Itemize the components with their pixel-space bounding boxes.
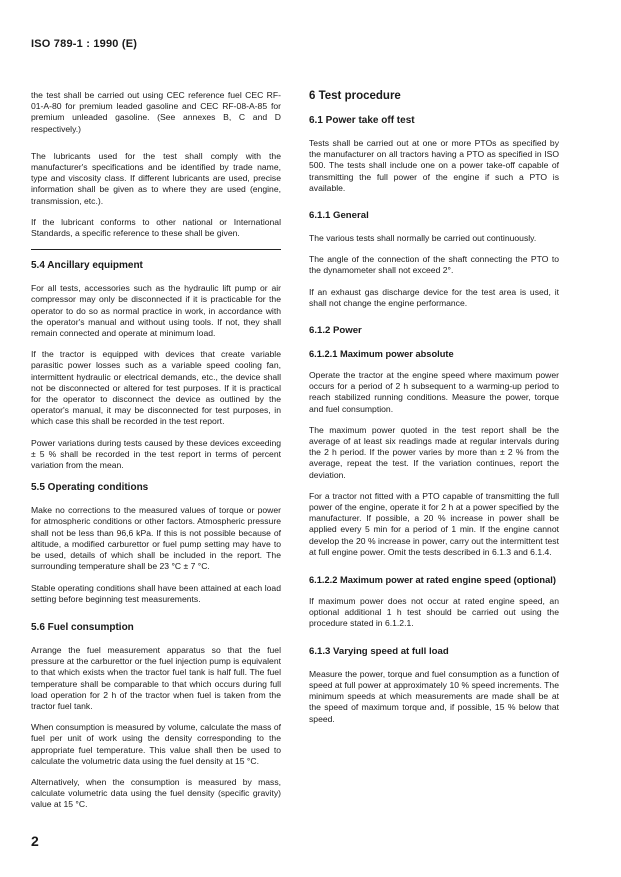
section-divider — [31, 249, 281, 250]
paragraph: The lubricants used for the test shall comply with the manufacturer's specifications and be identified by trade name, type and viscosity class. If different lubricants are used, precise information shall be given as to where they are used (engine, transmission, etc.). — [31, 150, 281, 206]
section-heading-6-1-1: 6.1.1 General — [309, 210, 369, 222]
paragraph: The maximum power quoted in the test report shall be the average of at least six readings made at regular intervals during the 2 h period. If the power varies by more than ± 2 % from the average, repeat the test. If the variation continues, report the deviation. — [309, 424, 559, 480]
section-heading-6-1-2-1: 6.1.2.1 Maximum power absolute — [309, 349, 454, 360]
right-column — [309, 90, 559, 735]
paragraph: Power variations during tests caused by these devices exceeding ± 5 % shall be recorded in the test report in terms of percent variation from the mean. — [31, 437, 281, 471]
paragraph: If an exhaust gas discharge device for the test area is used, it shall not change the engine performance. — [309, 286, 559, 308]
paragraph: When consumption is measured by volume, calculate the mass of fuel per unit of work using the density corresponding to the appropriate fuel temperature. This value shall then be used to calculate the volumetric data using the fuel density at 15 °C. — [31, 722, 281, 766]
paragraph: Operate the tractor at the engine speed where maximum power occurs for a period of 2 h subsequent to a warming-up period to reach stabilized running conditions. Measure the power, torque and fuel consumption. — [309, 370, 559, 414]
section-heading-5-5: 5.5 Operating conditions — [31, 482, 149, 494]
paragraph: If the lubricant conforms to other national or International Standards, a specific reference to these shall be given. — [31, 216, 281, 239]
section-heading-5-4: 5.4 Ancillary equipment — [31, 260, 143, 272]
page-number: 2 — [31, 833, 39, 849]
paragraph: The various tests shall normally be carried out continuously. — [309, 233, 537, 244]
section-heading-6: 6 Test procedure — [309, 90, 401, 102]
paragraph: Tests shall be carried out at one or more PTOs as specified by the manufacturer on all tractors having a PTO as specified in ISO 500. The tests shall include one on a power take-off capable of transmitting the full power of the engine if such a PTO is available. — [309, 138, 559, 193]
paragraph: If maximum power does not occur at rated engine speed, an optional additional 1 h test should be carried out using the procedure stated in 6.1.2.1. — [309, 596, 559, 629]
section-heading-6-1-3: 6.1.3 Varying speed at full load — [309, 645, 449, 657]
section-heading-6-1-2: 6.1.2 Power — [309, 325, 362, 337]
section-heading-6-1-2-2: 6.1.2.2 Maximum power at rated engine speed (optional) — [309, 575, 556, 586]
paragraph: If the tractor is equipped with devices that create variable parasitic power losses such as a variable speed cooling fan, intermittent hydraulic or electrical demands, etc., the device shall not be disconnected or altered for test purposes. If it is practical for the operator to disconnect the device as outlined by the operator's manual, it may be disconnected for test purposes, in which case this shall be recorded in the test report. — [31, 349, 281, 427]
paragraph: Measure the power, torque and fuel consumption as a function of speed at full power at approximately 10 % speed increments. The minimum speeds at which measurements are made shall be at the speed of maximum torque and, if possible, 15 % below that speed. — [309, 668, 559, 724]
left-column — [31, 90, 281, 821]
paragraph: The angle of the connection of the shaft connecting the PTO to the dynamometer shall not exceed 2°. — [309, 254, 559, 276]
section-heading-6-1: 6.1 Power take off test — [309, 115, 415, 126]
paragraph: Arrange the fuel measurement apparatus so that the fuel pressure at the carburettor or the fuel injection pump is equivalent to that which exists when the tractor fuel tank is half full. The fuel temperature shall be comparable to that which occurs during full load operation for 2 h of the tractor when fuel is taken from the tractor fuel tank. — [31, 644, 281, 711]
paragraph: Alternatively, when the consumption is measured by mass, calculate volumetric data using the fuel density (specific gravity) value at 15 °C. — [31, 776, 281, 810]
document-header: ISO 789-1 : 1990 (E) — [31, 38, 138, 50]
paragraph: For a tractor not fitted with a PTO capable of transmitting the full power of the engine, operate it for 2 h at a power specified by the manufacturer. If possible, a 20 % increase in power shall be applied every 5 min for a period of 1 min. If the engine cannot develop the 20 % increase in power, carry out the intermittent test at full engine power. Omit the tests described in 6.1.3 and 6.1.4. — [309, 490, 559, 557]
paragraph: Make no corrections to the measured values of torque or power for atmospheric conditions or other factors. Atmospheric pressure shall not be less than 96,6 kPa. If this is not possible because of altitude, a modified carburettor or fuel pump setting may have to be used, details of which shall be included in the report. The surrounding temperature shall be 23 °C ± 7 °C. — [31, 505, 281, 572]
paragraph: the test shall be carried out using CEC reference fuel CEC RF-01-A-80 for premium leaded gasoline and CEC RF-08-A-85 for premium unleaded gasoline. (See annexes B, C and D respectively.) — [31, 90, 281, 134]
paragraph: For all tests, accessories such as the hydraulic lift pump or air compressor may only be disconnected if it is practicable for the operator to do so as normal practice in work, in accordance with the operator's manual and without using tools. If not, they shall remain connected and operate at minimum load. — [31, 283, 281, 339]
section-heading-5-6: 5.6 Fuel consumption — [31, 621, 134, 633]
paragraph: Stable operating conditions shall have been attained at each load setting before beginning test measurements. — [31, 582, 281, 604]
